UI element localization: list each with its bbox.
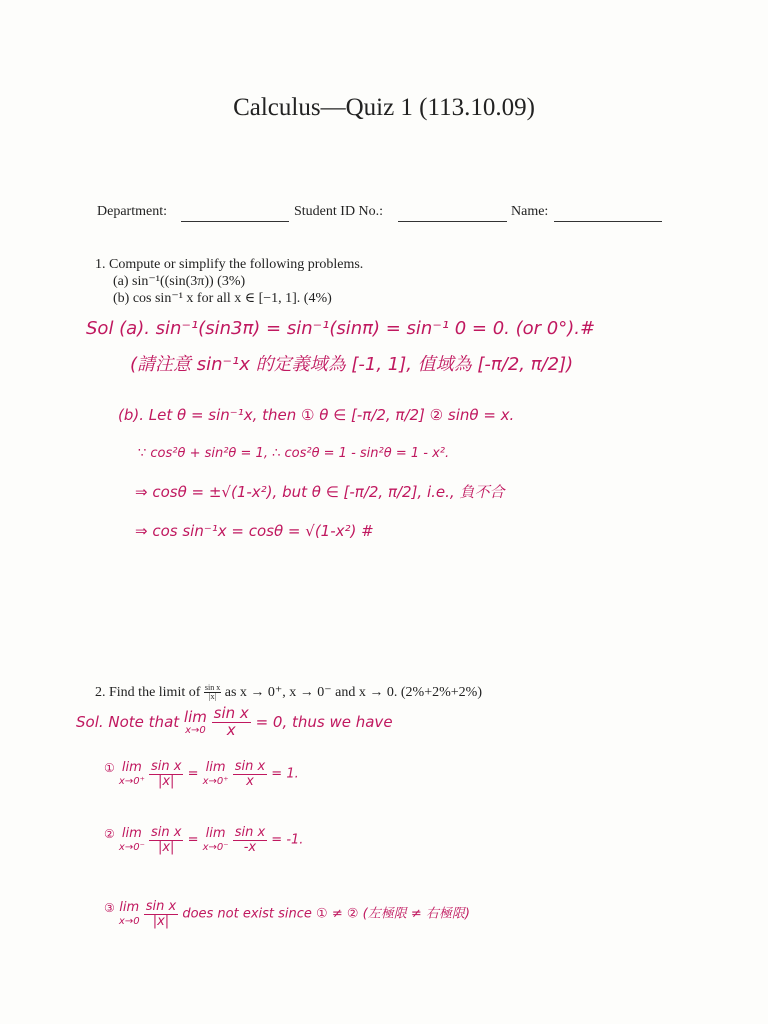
question-2-prefix: 2. Find the limit of [95,685,201,701]
fraction: $\frac{\text{sin x}}{x}$ [213,704,249,739]
question-1a: (a) sin⁻¹((sin(3π)) (3%) [113,274,246,289]
question-2-suffix: as x → 0⁺, x → 0⁻ and x → 0. (2%+2%+2%) [224,685,482,701]
limit-expression: lim x→0 [183,707,207,736]
question-2-fraction-numerator: sin x [204,683,221,692]
question-1-stem: 1. Compute or simplify the following problems. [95,257,364,272]
student-id-label: Student ID No.: [294,204,384,219]
name-field[interactable] [554,221,662,222]
question-2-fraction-denominator: |x| [208,692,217,702]
solution-1a-note: (請注意 sin⁻¹x 的定義域為 [-1, 1], 值域為 [-π/2, π/2]) [130,354,574,375]
solution-1b-step-3: ⇒ cosθ = ±√(1-x²), but θ ∈ [-π/2, π/2], i.e., 負不合 [135,483,505,501]
fraction: $\frac{\text{sin x}}{-x}$ [234,825,266,855]
solution-2-step-1: ① lim x→0⁺ $\frac{\text{sin x}}{|x|}$ = lim x→0⁺ $\frac{\text{sin x}}{x}$ = 1. [104,759,299,789]
question-1b: (b) cos sin⁻¹ x for all x ∈ [−1, 1]. (4%) [113,291,332,306]
department-field[interactable] [181,221,289,222]
question-2-fraction [204,684,221,702]
limit-expression: lim x→0 [118,900,140,927]
solution-1a: Sol (a). sin⁻¹(sin3π) = sin⁻¹(sinπ) = sin⁻¹ 0 = 0. (or 0°).# [86,318,596,339]
solution-1b-step-1: (b). Let θ = sin⁻¹x, then ① θ ∈ [-π/2, π/2] ② sinθ = x. [118,406,515,424]
limit-expression: lim x→0⁺ [202,760,229,787]
limit-expression: lim x→0⁻ [118,826,145,853]
department-label: Department: [97,204,167,219]
page-title: Calculus—Quiz 1 (113.10.09) [233,94,535,121]
solution-2-intro [76,706,393,739]
fraction: $\frac{\text{sin x}}{|x|}$ [145,899,177,929]
fraction: $\frac{\text{sin x}}{|x|}$ [150,759,182,789]
result-2: = -1. [271,832,304,848]
solution-2-intro-b: = 0, thus we have [255,712,393,731]
limit-expression: lim x→0⁺ [118,760,145,787]
solution-2-intro-a: Sol. Note that [76,712,180,731]
solution-2-step-3: ③ lim x→0 $\frac{\text{sin x}}{|x|}$ does not exist since ① ≠ ② (左極限 ≠ 右極限) [104,899,470,929]
solution-1b-step-4: ⇒ cos sin⁻¹x = cosθ = √(1-x²) # [135,522,374,540]
question-2 [95,684,482,702]
result-1: = 1. [271,766,299,782]
student-id-field[interactable] [398,221,507,222]
limit-expression: lim x→0⁻ [202,826,229,853]
solution-2-step-2: ② lim x→0⁻ $\frac{\text{sin x}}{|x|}$ = lim x→0⁻ $\frac{\text{sin x}}{-x}$ = -1. [104,825,304,855]
solution-1b-step-2: ∵ cos²θ + sin²θ = 1, ∴ cos²θ = 1 - sin²θ = 1 - x². [138,446,450,461]
fraction: $\frac{\text{sin x}}{x}$ [234,759,266,789]
fraction: $\frac{\text{sin x}}{|x|}$ [150,825,182,855]
result-3: does not exist since ① ≠ ② (左極限 ≠ 右極限) [182,906,470,922]
name-label: Name: [511,204,549,219]
